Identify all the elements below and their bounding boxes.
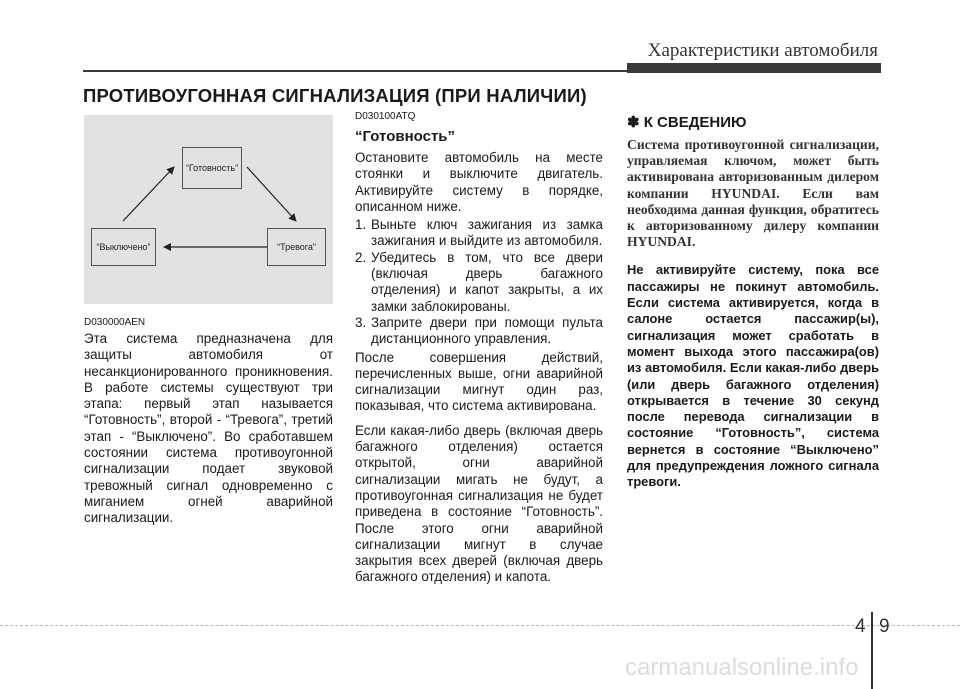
list-item [355,217,603,250]
steps-list [355,217,603,347]
column-left [84,317,333,527]
state-off-box: “Выключено” [91,228,156,266]
list-item [355,315,603,348]
step-number: 3. [355,314,367,330]
column-right [627,111,879,491]
section-code: D030000AEN [84,317,146,328]
chapter-title: Характеристики автомобиля [647,40,878,61]
column-middle [355,111,603,586]
section-code: D030100ATQ [355,111,416,122]
step-text: Убедитесь в том, что все двери (включая дверь багажного отделения) и капот закрыты, а их замки заблокированы. [371,249,603,314]
note-warning-paragraph: Не активируйте систему, пока все пассажиры не покинут автомобиль. Если система активируется, когда в салоне остается пассажир(ы), сигнализация может сработать в момент выхода этого пассажира(ов) из автомобиля. Если какая-либо дверь (или дверь багажного отделения) открывается в течение 30 секунд после перевода сигнализации в состояние “Готовность”, система вернется в состояние “Выключено” для предупреждения ложного сигнала тревоги. [627,262,879,490]
step-text: Заприте двери при помощи пульта дистанционного управления. [371,314,603,347]
step-text: Выньте ключ зажигания из замка зажигания и выйдите из автомобиля. [371,217,603,249]
watermark: carmanualsonline.info [625,654,859,681]
step-number: 1. [355,217,367,233]
state-alarm-box: “Тревога” [267,228,326,266]
arrow-ready-to-alarm [247,167,296,221]
alarm-state-diagram [84,115,333,304]
footer-rule [0,625,960,626]
step-number: 2. [355,249,367,265]
state-ready-box: “Готовность” [182,147,242,189]
arrow-off-to-ready [123,167,174,221]
section-title: ПРОТИВОУГОННАЯ СИГНАЛИЗАЦИЯ (ПРИ НАЛИЧИИ) [83,85,587,106]
header-rule [83,70,628,72]
intro-paragraph: Эта система предназначена для защиты автомобиля от несанкционированного проникновения. В работе системы существуют три этапа: первый этап называется “Готовность”, второй - “Тревога”, третий этап - “Выключено”. Во сработавшем состоянии система противоугонной сигнализации подает звуковой тревожный сигнал одновременно с миганием огней аварийной сигнализации. [84,331,333,526]
list-item [355,250,603,315]
header-bar [627,63,881,73]
after-steps-paragraph: После совершения действий, перечисленных выше, огни аварийной сигнализации мигнут один раз, показывая, что система активирована. [355,349,603,414]
ready-intro-paragraph: Остановите автомобиль на месте стоянки и выключите двигатель. Активируйте систему в порядке, описанном ниже. [355,150,603,214]
note-dealer-paragraph: Система противоугонной сигнализации, управляемая ключом, может быть активирована авторизованным дилером компании HYUNDAI. Если вам необходима данная функция, обратитесь к авторизованному дилеру компании HYUNDAI. [627,137,879,250]
note-title: ✽ К СВЕДЕНИЮ [627,114,747,131]
page-number: 9 [879,616,890,637]
page-chapter-number: 4 [855,616,866,637]
subsection-title: “Готовность” [355,128,456,145]
diagram-arrows [84,115,333,304]
page-number-divider [871,612,873,689]
open-door-paragraph: Если какая-либо дверь (включая дверь багажного отделения) остается открытой, огни аварийной сигнализации мигать не будут, а противоугонная сигнализация не будет приведена в состояние “Готовность”. После этого огни аварийной сигнализации мигнут в случае закрытия всех дверей (включая дверь багажного отделения) и капота. [355,422,603,585]
